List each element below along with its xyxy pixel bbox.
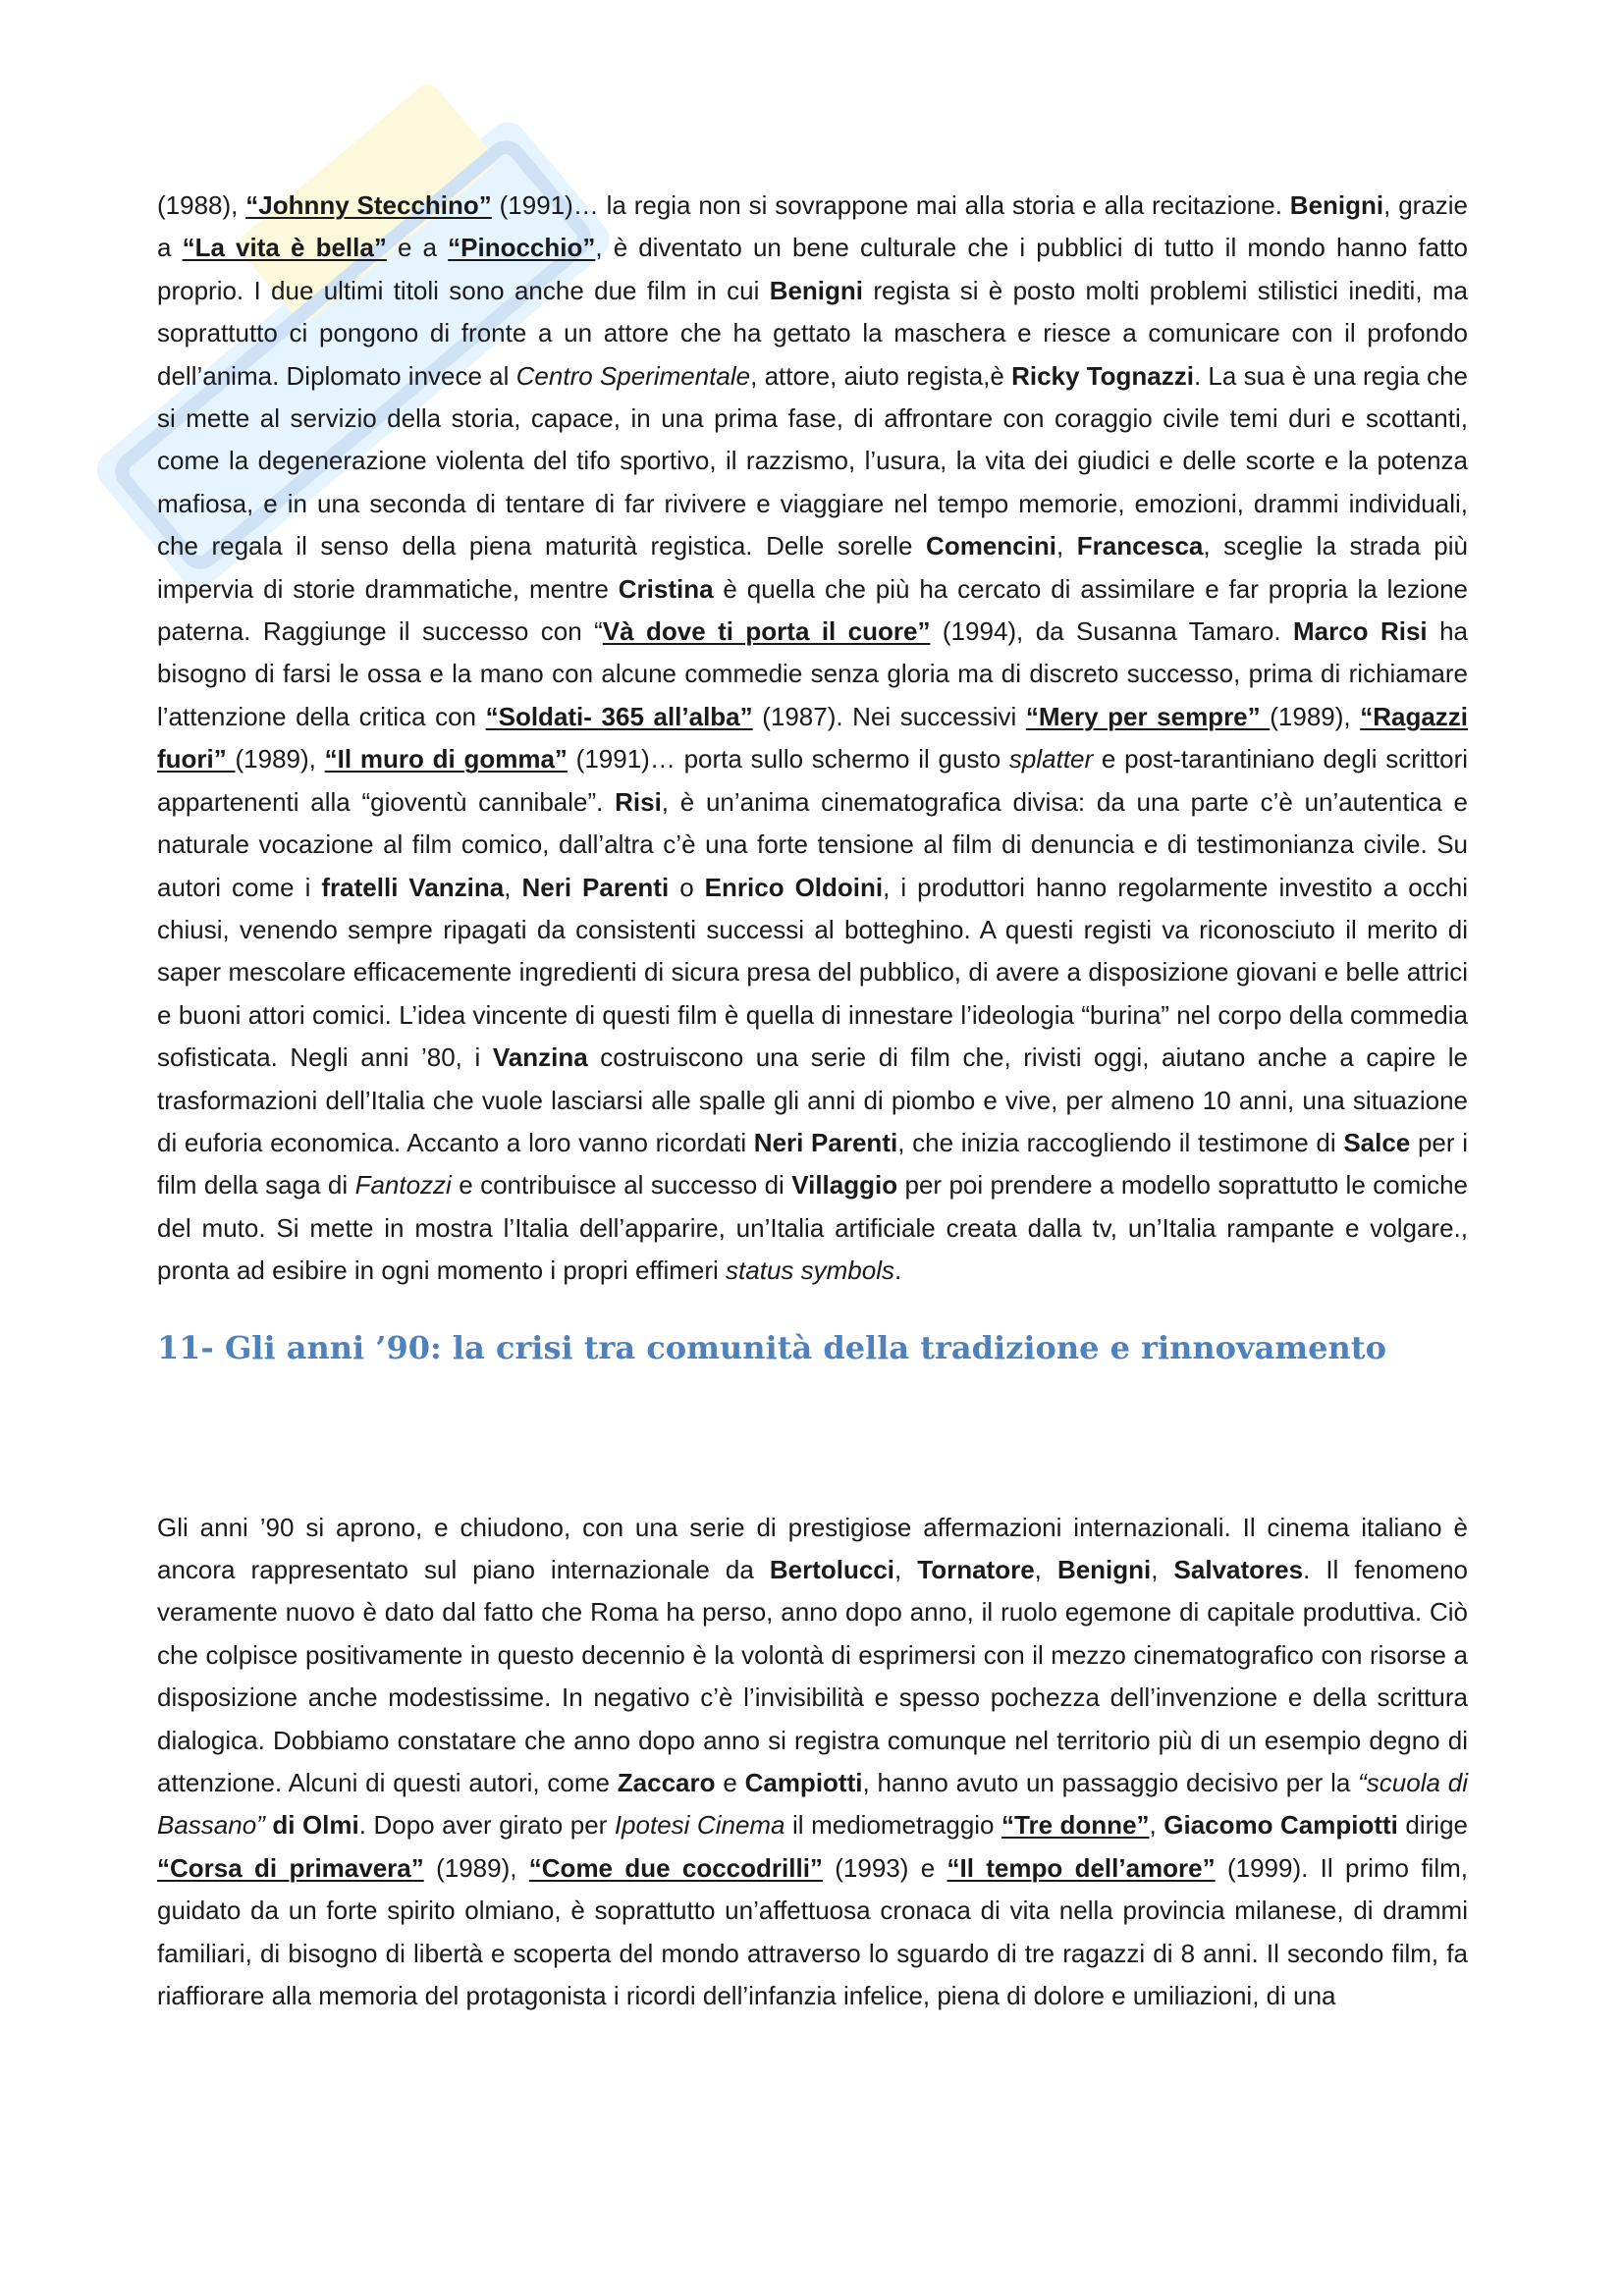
text-run: e a	[386, 233, 449, 263]
bold-name: Salvatores	[1173, 1554, 1304, 1584]
text-run: , i produttori hanno regolarmente investito a occhi chiusi, venendo sempre ripagati da consistenti successi al botteghino. A questi registi va riconosciuto il merito di saper mescolare efficacemente ingredienti di sicura presa del pubblico, di avere a disposizione giovani e belle attrici e buoni attori comici. L’idea vincente di questi film è quella di innestare l’ideologia “burina” nel corpo della commedia sofisticata. Negli anni ’80, i	[157, 872, 1468, 1073]
text-run: ,	[893, 1554, 918, 1584]
bold-name: Marco Risi	[1292, 616, 1428, 647]
text-run: e contribuisce al successo di	[451, 1170, 792, 1201]
film-title: “Corsa di primavera”	[157, 1852, 424, 1883]
bold-name: Bertolucci	[769, 1554, 894, 1584]
text-run: (1989),	[235, 744, 325, 774]
paragraph-1	[157, 185, 1468, 1293]
bold-name: Villaggio	[791, 1170, 898, 1201]
document-page	[157, 185, 1468, 2017]
text-run: , sceglie la strada più impervia di storie drammatiche, mentre	[157, 531, 1468, 604]
text-run: per poi prendere a modello soprattutto le comiche del muto. Si mette in mostra l’Italia dell’apparire, un’Italia artificiale creata dalla tv, un’Italia rampante e volgare., pronta ad esibire in ogni momento i propri effimeri	[157, 1170, 1469, 1286]
bold-name: Campiotti	[744, 1768, 863, 1797]
italic-text: Centro Sperimentale	[515, 360, 751, 391]
bold-name: di Olmi	[264, 1810, 359, 1841]
text-run: (1991)… la regia non si sovrappone mai alla storia e alla recitazione.	[491, 190, 1290, 220]
bold-name: Benigni	[1056, 1554, 1152, 1584]
text-run: e	[715, 1768, 745, 1797]
film-title: “Il muro di gomma”	[324, 744, 568, 774]
text-run: è quella che più ha cercato di assimilare e far propria la lezione paterna. Raggiunge il successo con “	[157, 573, 1468, 647]
text-run: (1999). Il primo film, guidato da un forte spirito olmiano, è soprattutto un’affettuosa cronaca di vita nella provincia milanese, di drammi familiari, di bisogno di libertà e scoperta del mondo attraverso lo sguardo di tre ragazzi di 8 anni. Il secondo film, fa riaffiorare alla memoria del protagonista i ricordi dell’infanzia infelice, piena di dolore e umiliazioni, di una	[157, 1852, 1468, 2011]
text-run: . Dopo aver girato per	[358, 1810, 615, 1841]
film-title: “Pinocchio”	[448, 233, 596, 263]
text-run: (1993) e	[822, 1852, 947, 1883]
text-run: , hanno avuto un passaggio decisivo per la	[862, 1768, 1359, 1797]
text-run: .	[894, 1255, 902, 1286]
text-run: ,	[1149, 1810, 1164, 1841]
bold-name: Francesca	[1076, 531, 1204, 561]
italic-text: “scuola di Bassano”	[157, 1768, 1468, 1841]
text-run: ,	[1034, 1554, 1057, 1584]
text-run: regista si è posto molti problemi stilistici inediti, ma soprattutto ci pongono di fronte a un attore che ha gettato la maschera e riesce a comunicare con il profondo dell’anima. Diplomato invece al	[157, 275, 1468, 391]
bold-name: Neri Parenti	[753, 1127, 898, 1157]
text-run: (1989),	[1270, 701, 1361, 731]
bold-name: Salce	[1343, 1127, 1411, 1157]
italic-text: Ipotesi Cinema	[614, 1810, 785, 1841]
bold-name: Giacomo Campiotti	[1163, 1810, 1398, 1841]
film-title: “Tre donne”	[1001, 1810, 1150, 1841]
film-title: “Ragazzi fuori”	[157, 701, 1469, 774]
bold-name: Comencini	[926, 531, 1056, 561]
text-run: il mediometraggio	[784, 1810, 1002, 1841]
film-title: “La vita è bella”	[182, 233, 387, 263]
text-run: . Il fenomeno veramente nuovo è dato dal fatto che Roma ha perso, anno dopo anno, il ruolo egemone di capitale produttiva. Ciò che colpisce positivamente in questo decennio è la volontà di esprimersi con il mezzo cinematografico con risorse a disposizione anche modestissime. In negativo c’è l’invisibilità e spesso pochezza dell’invenzione e della scrittura dialogica. Dobbiamo constatare che anno dopo anno si registra comunque nel territorio più di un esempio degno di attenzione. Alcuni di questi autori, come	[157, 1554, 1469, 1797]
text-run: , è diventato un bene culturale che i pubblici di tutto il mondo hanno fatto proprio. I due ultimi titoli sono anche due film in cui	[157, 233, 1468, 305]
bold-name: Zaccaro	[617, 1768, 716, 1797]
text-run: (1988),	[157, 190, 246, 220]
text-run: dirige	[1397, 1810, 1468, 1841]
text-run: ,	[504, 872, 522, 902]
text-run: Gli anni ’90 si aprono, e chiudono, con una serie di prestigiose affermazioni internazionali. Il cinema italiano è ancora rappresentato sul piano internazionale da	[157, 1512, 1468, 1584]
text-run: , è un’anima cinematografica divisa: da una parte c’è un’autentica e naturale vocazione al film comico, dall’altra c’è una forte tensione al film di denuncia e di testimonianza civile. Su autori come i	[157, 786, 1468, 902]
text-run: , che inizia raccogliendo il testimone di	[897, 1127, 1344, 1157]
bold-name: Risi	[615, 786, 662, 817]
text-run: , grazie a	[157, 190, 1469, 263]
film-title: “Il tempo dell’amore”	[947, 1852, 1216, 1883]
film-title: “Mery per sempre”	[1025, 701, 1271, 731]
bold-name: Neri Parenti	[521, 872, 670, 902]
bold-name: fratelli Vanzina	[321, 872, 505, 902]
italic-text: Fantozzi	[354, 1170, 452, 1201]
bold-name: Cristina	[618, 573, 714, 604]
text-run: , attore, aiuto regista,è	[750, 360, 1012, 391]
bold-name: Benigni	[1289, 190, 1384, 220]
text-run: ha bisogno di farsi le ossa e la mano con alcune commedie senza gloria ma di discreto successo, prima di richiamare l’attenzione della critica con	[157, 616, 1468, 731]
text-run: ,	[1151, 1554, 1174, 1584]
text-run: o	[669, 872, 705, 902]
paragraph-2	[157, 1507, 1468, 2018]
film-title: Và dove ti porta il cuore”	[602, 616, 931, 647]
text-run: ,	[1055, 531, 1077, 561]
text-run: costruiscono una serie di film che, rivisti oggi, aiutano anche a capire le trasformazioni dell’Italia che vuole lasciarsi alle spalle gli anni di piombo e vive, per almeno 10 anni, una situazione di euforia economica. Accanto a loro vanno ricordati	[157, 1042, 1468, 1157]
bold-name: Tornatore	[917, 1554, 1035, 1584]
italic-text: status symbols	[726, 1255, 894, 1286]
text-run: e post-tarantiniano degli scrittori appartenenti alla “gioventù cannibale”.	[157, 744, 1469, 817]
text-run: (1991)… porta sullo schermo il gusto	[567, 744, 1009, 774]
bold-name: Ricky Tognazzi	[1011, 360, 1194, 391]
film-title: “Soldati- 365 all’alba”	[485, 701, 753, 731]
italic-text: splatter	[1008, 744, 1094, 774]
bold-name: Vanzina	[492, 1042, 588, 1073]
bold-name: Benigni	[769, 275, 864, 305]
text-run: . La sua è una regia che si mette al servizio della storia, capace, in una prima fase, di affrontare con coraggio civile temi duri e scottanti, come la degenerazione violenta del tifo sportivo, il razzismo, l’usura, la vita dei giudici e delle scorte e la potenza mafiosa, e in una seconda di tentare di far rivivere e viaggiare nel tempo memorie, emozioni, drammi individuali, che regala il senso della piena maturità registica. Delle sorelle	[157, 360, 1468, 561]
text-run: per i film della saga di	[157, 1127, 1468, 1201]
text-run: (1994), da Susanna Tamaro.	[930, 616, 1293, 647]
text-run: (1989),	[423, 1852, 529, 1883]
text-run: (1987). Nei successivi	[752, 701, 1026, 731]
section-heading: 11- Gli anni ’90: la crisi tra comunità della tradizione e rinnovamento	[157, 1328, 1386, 1366]
film-title: “Johnny Stecchino”	[245, 190, 492, 220]
bold-name: Enrico Oldoini	[704, 872, 884, 902]
film-title: “Come due coccodrilli”	[528, 1852, 823, 1883]
